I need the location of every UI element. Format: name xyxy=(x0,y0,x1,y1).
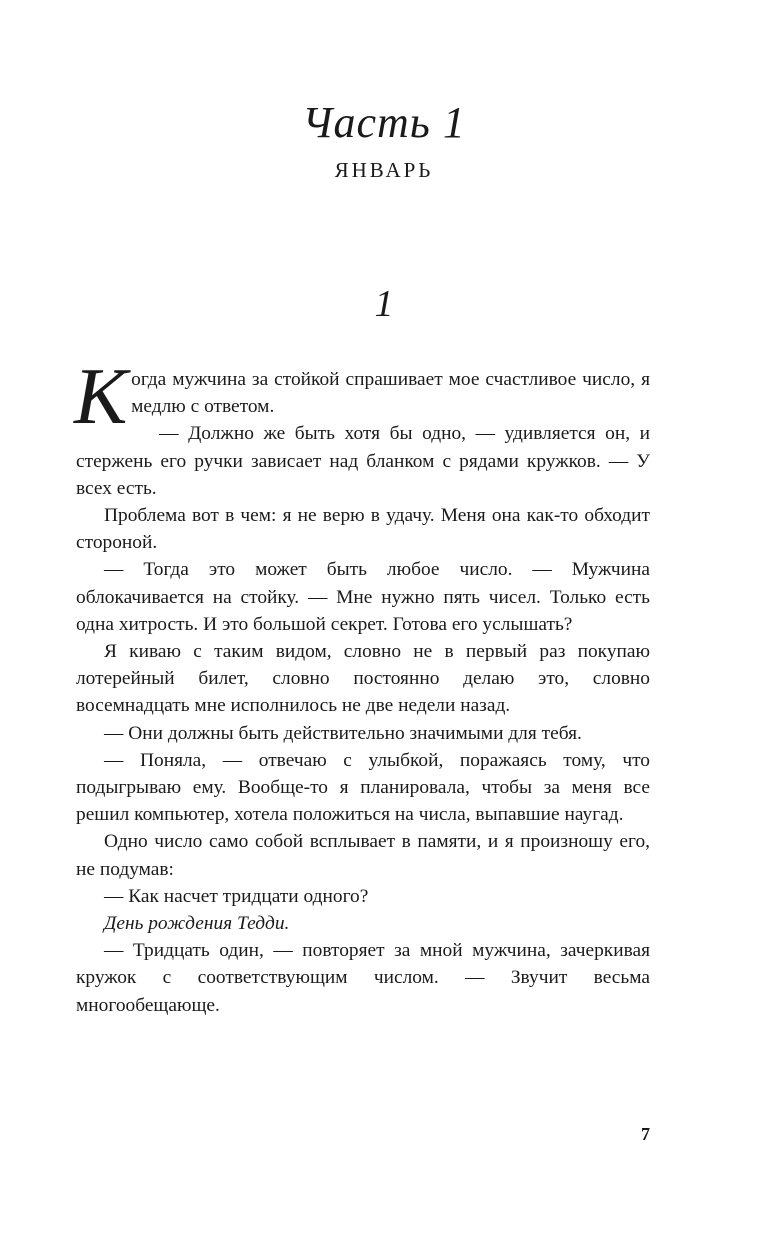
paragraph-9: — Как насчет тридцати одного? xyxy=(104,885,369,907)
paragraph-1 xyxy=(74,353,650,441)
paragraph-2: — Должно же быть хотя бы одно, — удивляется он, и стержень его ручки зависает над бланком с рядами кружков. — У всех есть. xyxy=(76,423,650,499)
chapter-text xyxy=(74,353,650,1019)
drop-cap: К xyxy=(74,353,128,441)
paragraph-10: День рождения Тедди. xyxy=(104,913,290,935)
paragraph-11: — Тридцать один, — повторяет за мной мужчина, зачеркивая кружок с соответствующим числом. — Звучит весьма многообещающе. xyxy=(76,940,650,1016)
part-subtitle: ЯНВАРЬ xyxy=(334,158,434,182)
paragraph-8: Одно число само собой всплывает в памяти, и я произношу его, не подумав: xyxy=(76,831,650,880)
part-title: Часть 1 xyxy=(302,98,466,147)
paragraph-1-text: огда мужчина за стойкой спрашивает мое счастливое число, я медлю с ответом. xyxy=(131,369,650,418)
paragraph-4: — Тогда это может быть любое число. — Мужчина облокачивается на стойку. — Мне нужно пять чисел. Только есть одна хитрость. И это большой секрет. Готова его услышать? xyxy=(76,559,650,635)
paragraph-7: — Поняла, — отвечаю с улыбкой, поражаясь тому, что подыгрываю ему. Вообще-то я планировала, чтобы за меня все решил компьютер, хотела положиться на числа, выпавшие наугад. xyxy=(76,749,650,826)
paragraph-5: Я киваю с таким видом, словно не в первый раз покупаю лотерейный билет, словно постоянно делаю это, словно восемнадцать мне исполнилось не две недели назад. xyxy=(76,641,650,717)
paragraph-6: — Они должны быть действительно значимыми для тебя. xyxy=(104,722,582,744)
chapter-number: 1 xyxy=(374,283,394,325)
page-number: 7 xyxy=(641,1124,650,1144)
paragraph-3: Проблема вот в чем: я не верю в удачу. Меня она как-то обходит стороной. xyxy=(76,505,650,554)
